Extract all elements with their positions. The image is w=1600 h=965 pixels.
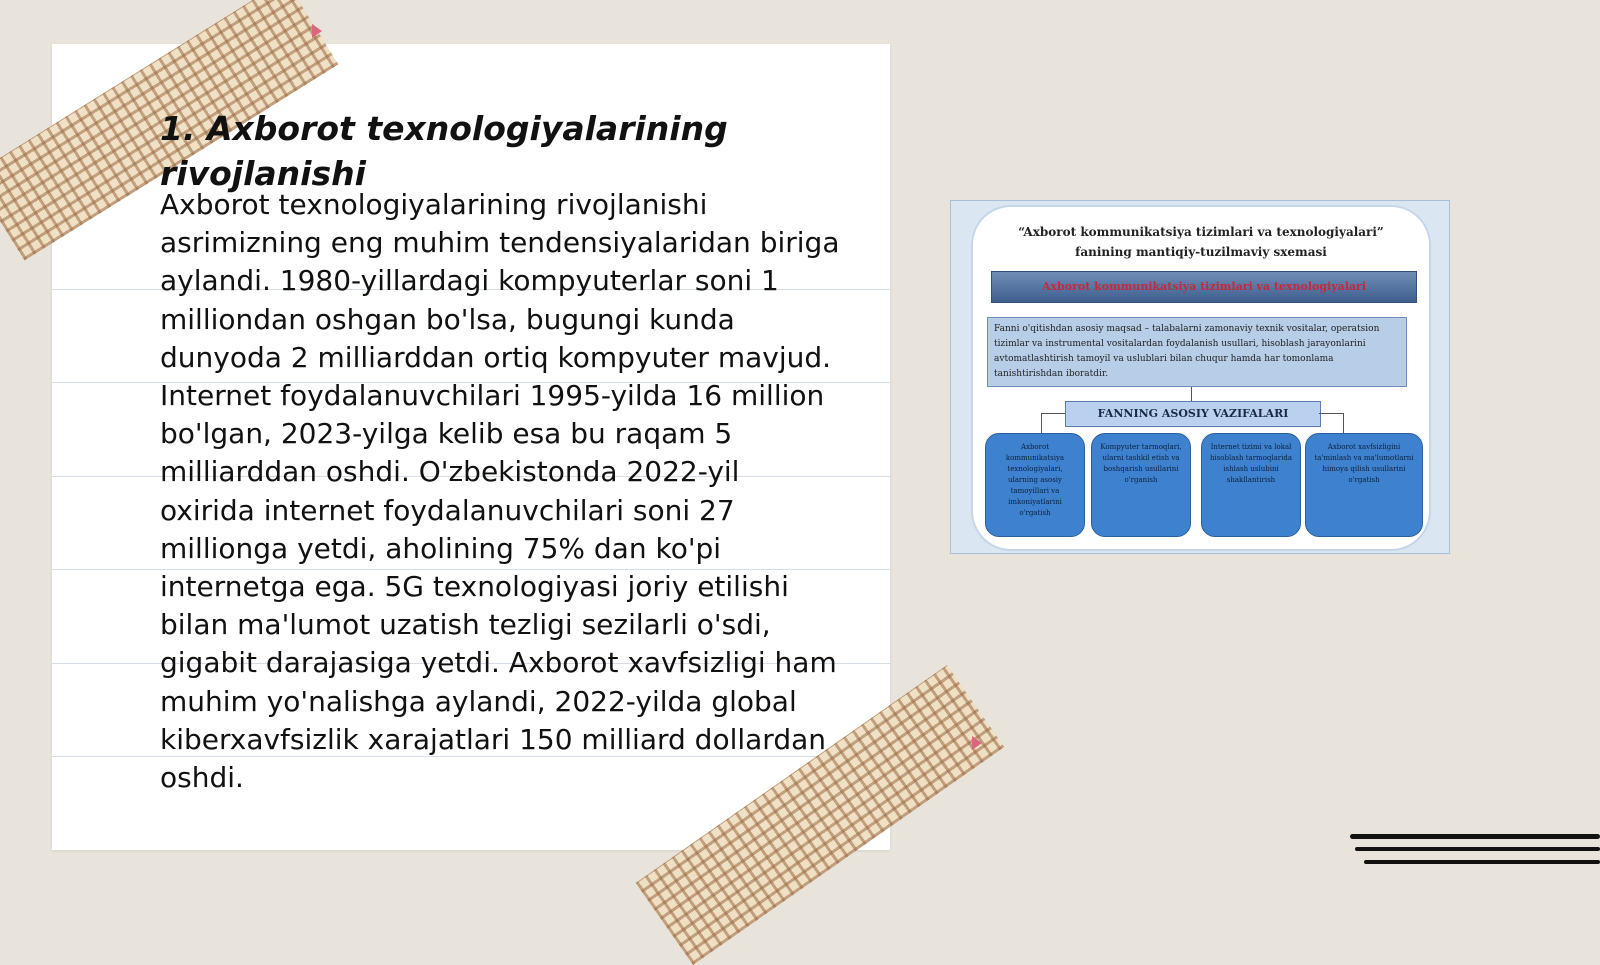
connector-line (1319, 413, 1343, 414)
connector-line (1343, 413, 1344, 433)
slide-title: 1. Axborot texnologiyalarining rivojlanishi (160, 109, 728, 193)
brush-stroke (1350, 834, 1600, 839)
diagram-tasks-header: FANNING ASOSIY VAZIFALARI (1065, 401, 1321, 427)
brush-stroke (1355, 847, 1600, 851)
diagram-task-box: Internet tizimi va lokal hisoblash tarmoqlarida ishlash uslubini shakllantirish (1201, 433, 1301, 537)
diagram-image (950, 200, 1450, 554)
diagram-title-line1: “Axborot kommunikatsiya tizimlari va texnologiyalari” (1018, 225, 1384, 239)
decorative-brush-strokes (1340, 832, 1600, 872)
connector-line (1041, 413, 1042, 433)
connector-line (1041, 413, 1065, 414)
diagram-task-box: Kompyuter tarmoqlari, ularni tashkil etish va boshqarish usullarini o'rganish (1091, 433, 1191, 537)
diagram-title-line2: fanining mantiqiy-tuzilmaviy sxemasi (1075, 245, 1327, 259)
diagram-task-box: Axborot xavfsizligini ta'minlash va ma'lumotlarni himoya qilish usullarini o'rgatish (1305, 433, 1423, 537)
tape-end-tab (972, 736, 982, 750)
diagram-banner: Axborot kommunikatsiya tizimlari va texnologiyalari (991, 271, 1417, 303)
slide-body-text: Axborot texnologiyalarining rivojlanishi asrimizning eng muhim tendensiyalaridan biriga aylandi. 1980-yillardagi kompyuterlar soni 1 milliondan oshgan bo'lsa, bugungi kunda dunyoda 2 milliarddan ortiq kompyuter mavjud. Internet foydalanuvchilari 1995-yilda 16 million bo'lgan, 2023-yilga kelib esa bu raqam 5 milliarddan oshdi. O'zbekistonda 2022-yil oxirida internet foydalanuvchilari soni 27 millionga yetdi, aholining 75% dan ko'pi internetga ega. 5G texnologiyasi joriy etilishi bilan ma'lumot uzatish tezligi sezilarli o'sdi, gigabit darajasiga yetdi. Axborot xavfsizligi ham muhim yo'nalishga aylandi, 2022-yilda global kiberxavfsizlik xarajatlari 150 milliard dollardan oshdi. (160, 188, 840, 795)
diagram-task-box: Axborot kommunikatsiya texnologiyalari, ularning asosiy tamoyillari va imkoniyatlarini o'rgatish (985, 433, 1085, 537)
diagram-goal-box: Fanni o'qitishdan asosiy maqsad – talabalarni zamonaviy texnik vositalar, operatsion tizimlar va instrumental vositalardan foydalanish usullari, hisoblash jarayonlarini avtomatlashtirish tamoyil va uslublari bilan chuqur hamda har tomonlama tanishtirishdan iboratdir. (987, 317, 1407, 387)
connector-line (1191, 387, 1192, 401)
tape-end-tab (312, 24, 322, 38)
brush-stroke (1364, 860, 1600, 864)
